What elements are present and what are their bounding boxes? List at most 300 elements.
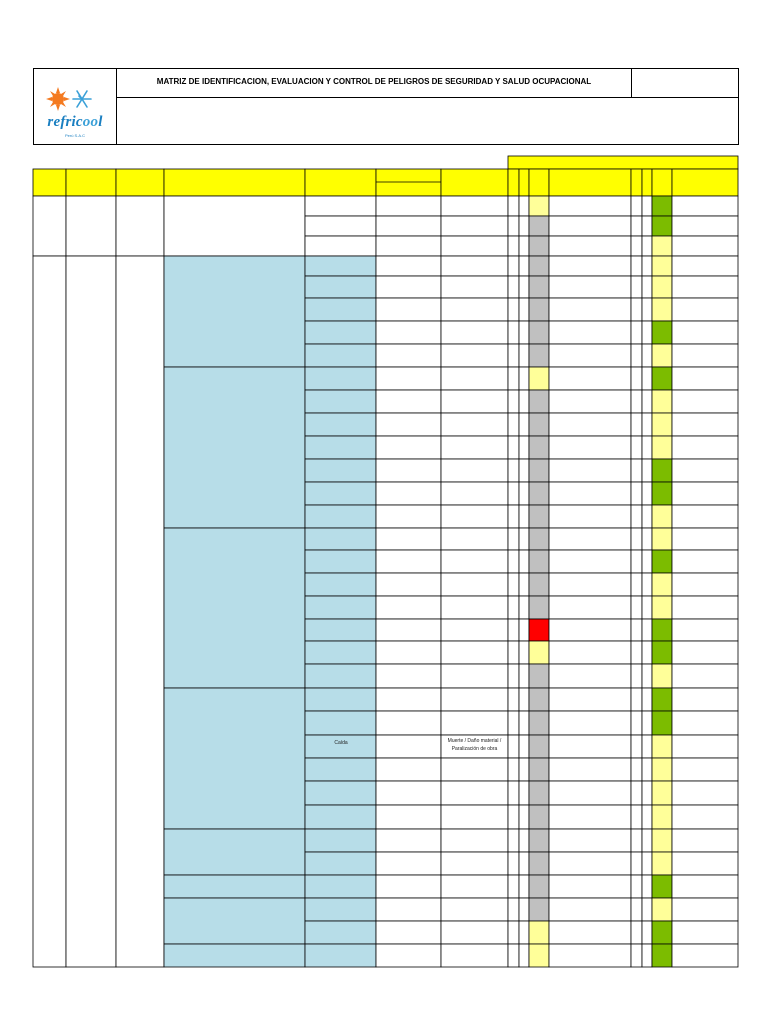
- residual-level-cell: [652, 852, 672, 875]
- hazard-cell: [305, 805, 376, 829]
- residual-level-cell: [652, 276, 672, 298]
- index-cell: [508, 875, 519, 898]
- responsible-cell: [672, 459, 738, 482]
- residual-index-cell: [631, 321, 642, 344]
- index-cell: [519, 921, 529, 944]
- risk-cell: [376, 550, 441, 573]
- consequence-cell: [441, 321, 508, 344]
- residual-index-cell: [631, 619, 642, 641]
- index-cell: [519, 688, 529, 711]
- residual-index-cell: [642, 459, 652, 482]
- control-cell: [549, 367, 631, 390]
- residual-index-cell: [631, 550, 642, 573]
- hazard-cell: [305, 196, 376, 216]
- hazard-cell: [305, 482, 376, 505]
- hazard-cell: [305, 436, 376, 459]
- residual-level-cell: [652, 758, 672, 781]
- residual-level-cell: [652, 298, 672, 321]
- index-cell: [519, 413, 529, 436]
- hazard-cell: [305, 944, 376, 967]
- consequence-cell: [441, 875, 508, 898]
- consequence-cell: [441, 852, 508, 875]
- risk-cell: [376, 482, 441, 505]
- residual-index-cell: [642, 196, 652, 216]
- control-cell: [549, 829, 631, 852]
- responsible-cell: [672, 944, 738, 967]
- residual-index-cell: [642, 944, 652, 967]
- residual-index-cell: [631, 482, 642, 505]
- process-cell: [33, 196, 66, 256]
- residual-index-cell: [642, 436, 652, 459]
- residual-index-cell: [631, 216, 642, 236]
- responsible-cell: [672, 735, 738, 758]
- residual-index-cell: [642, 505, 652, 528]
- index-cell: [519, 875, 529, 898]
- risk-cell: [376, 852, 441, 875]
- control-cell: [549, 528, 631, 550]
- risk-cell: [376, 413, 441, 436]
- index-cell: [508, 664, 519, 688]
- hazard-cell: [305, 875, 376, 898]
- activity-cell: [66, 196, 116, 256]
- risk-level-cell: [529, 321, 549, 344]
- index-cell: [519, 436, 529, 459]
- responsible-cell: [672, 390, 738, 413]
- responsible-cell: [672, 573, 738, 596]
- responsible-cell: [672, 619, 738, 641]
- risk-level-cell: [529, 276, 549, 298]
- header-cell: [441, 169, 508, 196]
- index-cell: [508, 805, 519, 829]
- activity-block: [164, 898, 305, 944]
- risk-cell: [376, 196, 441, 216]
- header-cell: [66, 169, 116, 196]
- consequence-cell: [441, 505, 508, 528]
- index-cell: [519, 321, 529, 344]
- residual-index-cell: [631, 641, 642, 664]
- residual-level-cell: [652, 550, 672, 573]
- residual-index-cell: [631, 367, 642, 390]
- consequence-cell: [441, 711, 508, 735]
- risk-cell: [376, 688, 441, 711]
- consequence-cell: [441, 528, 508, 550]
- responsible-cell: [672, 236, 738, 256]
- residual-index-cell: [631, 236, 642, 256]
- consequence-cell: [441, 921, 508, 944]
- hazard-cell: [305, 852, 376, 875]
- responsible-cell: [672, 596, 738, 619]
- index-cell: [519, 573, 529, 596]
- index-cell: [519, 459, 529, 482]
- consequence-cell: [441, 688, 508, 711]
- risk-level-cell: [529, 236, 549, 256]
- hazard-cell: [305, 256, 376, 276]
- residual-index-cell: [631, 875, 642, 898]
- residual-index-cell: [631, 781, 642, 805]
- hazard-cell: [305, 528, 376, 550]
- control-cell: [549, 596, 631, 619]
- risk-cell: [376, 528, 441, 550]
- residual-index-cell: [642, 276, 652, 298]
- index-cell: [508, 367, 519, 390]
- responsible-cell: [672, 550, 738, 573]
- control-cell: [549, 216, 631, 236]
- risk-cell: [376, 298, 441, 321]
- consequence-cell: [441, 482, 508, 505]
- control-cell: [549, 505, 631, 528]
- risk-cell: [376, 276, 441, 298]
- hazard-cell: [305, 829, 376, 852]
- index-cell: [519, 781, 529, 805]
- residual-index-cell: [642, 829, 652, 852]
- risk-cell: [376, 619, 441, 641]
- control-cell: [549, 459, 631, 482]
- consequence-cell: [441, 944, 508, 967]
- control-cell: [549, 805, 631, 829]
- residual-level-cell: [652, 367, 672, 390]
- control-cell: [549, 256, 631, 276]
- risk-level-cell: [529, 528, 549, 550]
- responsible-cell: [672, 875, 738, 898]
- residual-index-cell: [631, 436, 642, 459]
- consequence-cell: [441, 664, 508, 688]
- consequence-cell: [441, 805, 508, 829]
- index-cell: [508, 236, 519, 256]
- residual-index-cell: [631, 344, 642, 367]
- residual-level-cell: [652, 688, 672, 711]
- index-cell: [519, 390, 529, 413]
- index-cell: [508, 344, 519, 367]
- residual-index-cell: [631, 276, 642, 298]
- risk-cell: [376, 367, 441, 390]
- residual-index-cell: [631, 196, 642, 216]
- responsible-cell: [672, 344, 738, 367]
- residual-index-cell: [642, 367, 652, 390]
- hazard-cell: [305, 641, 376, 664]
- hazard-cell: [305, 781, 376, 805]
- consequence-cell: [441, 413, 508, 436]
- control-cell: [549, 276, 631, 298]
- index-cell: [508, 688, 519, 711]
- residual-level-cell: [652, 528, 672, 550]
- control-cell: [549, 482, 631, 505]
- index-cell: [519, 898, 529, 921]
- risk-cell: [376, 944, 441, 967]
- residual-index-cell: [631, 852, 642, 875]
- risk-level-cell: [529, 413, 549, 436]
- residual-index-cell: [642, 236, 652, 256]
- risk-cell: [376, 781, 441, 805]
- residual-level-cell: [652, 641, 672, 664]
- process-cell: [33, 256, 66, 967]
- consequence-line-2: Paralización de obra: [451, 746, 498, 752]
- index-cell: [508, 829, 519, 852]
- risk-level-cell: [529, 550, 549, 573]
- residual-index-cell: [631, 505, 642, 528]
- residual-index-cell: [642, 875, 652, 898]
- header-cell: [631, 169, 642, 196]
- risk-cell: [376, 805, 441, 829]
- risk-level-cell: [529, 688, 549, 711]
- activity-block: [164, 688, 305, 829]
- residual-index-cell: [642, 735, 652, 758]
- task-desc-cell: [164, 196, 305, 256]
- risk-level-cell: [529, 436, 549, 459]
- activity-cell: [66, 256, 116, 967]
- index-cell: [508, 528, 519, 550]
- index-cell: [519, 550, 529, 573]
- task-cell: [116, 256, 164, 967]
- residual-index-cell: [642, 528, 652, 550]
- index-cell: [519, 735, 529, 758]
- risk-level-cell: [529, 875, 549, 898]
- index-cell: [508, 413, 519, 436]
- risk-level-cell: [529, 921, 549, 944]
- responsible-cell: [672, 528, 738, 550]
- activity-block: [164, 256, 305, 367]
- residual-index-cell: [631, 390, 642, 413]
- control-cell: [549, 852, 631, 875]
- responsible-cell: [672, 758, 738, 781]
- hazard-cell: [305, 688, 376, 711]
- index-cell: [508, 256, 519, 276]
- consequence-cell: [441, 898, 508, 921]
- residual-level-cell: [652, 829, 672, 852]
- header-group-band: [508, 156, 738, 169]
- hazard-cell: [305, 550, 376, 573]
- residual-index-cell: [631, 944, 642, 967]
- residual-index-cell: [631, 805, 642, 829]
- residual-level-cell: [652, 505, 672, 528]
- control-cell: [549, 664, 631, 688]
- index-cell: [508, 735, 519, 758]
- risk-cell: [376, 898, 441, 921]
- residual-index-cell: [631, 528, 642, 550]
- control-cell: [549, 550, 631, 573]
- index-cell: [519, 256, 529, 276]
- responsible-cell: [672, 688, 738, 711]
- index-cell: [508, 216, 519, 236]
- index-cell: [519, 528, 529, 550]
- index-cell: [519, 596, 529, 619]
- risk-cell: [376, 505, 441, 528]
- hazard-cell: [305, 505, 376, 528]
- hazard-cell: [305, 344, 376, 367]
- residual-index-cell: [631, 256, 642, 276]
- index-cell: [508, 781, 519, 805]
- risk-cell: [376, 573, 441, 596]
- residual-index-cell: [631, 921, 642, 944]
- consequence-cell: [441, 436, 508, 459]
- risk-level-cell: [529, 459, 549, 482]
- header-cell: [508, 169, 519, 196]
- index-cell: [508, 482, 519, 505]
- risk-level-cell: [529, 852, 549, 875]
- residual-index-cell: [642, 619, 652, 641]
- residual-level-cell: [652, 390, 672, 413]
- consequence-line-1: Muerte / Daño material /: [447, 738, 502, 744]
- control-cell: [549, 735, 631, 758]
- residual-level-cell: [652, 805, 672, 829]
- residual-level-cell: [652, 236, 672, 256]
- risk-level-cell: [529, 781, 549, 805]
- logo-subtitle: Perú S.A.C: [64, 133, 85, 138]
- responsible-cell: [672, 852, 738, 875]
- hazard-cell: [305, 921, 376, 944]
- risk-level-cell: [529, 758, 549, 781]
- risk-level-cell: [529, 344, 549, 367]
- residual-index-cell: [642, 550, 652, 573]
- consequence-cell: [441, 596, 508, 619]
- consequence-cell: [441, 758, 508, 781]
- residual-index-cell: [642, 216, 652, 236]
- risk-cell: [376, 829, 441, 852]
- responsible-cell: [672, 711, 738, 735]
- residual-index-cell: [631, 898, 642, 921]
- consequence-cell: [441, 390, 508, 413]
- index-cell: [508, 321, 519, 344]
- residual-level-cell: [652, 256, 672, 276]
- control-cell: [549, 944, 631, 967]
- responsible-cell: [672, 781, 738, 805]
- logo-wordmark: refricool: [47, 114, 103, 130]
- consequence-cell: [441, 829, 508, 852]
- hazard-cell: [305, 619, 376, 641]
- index-cell: [519, 758, 529, 781]
- control-cell: [549, 781, 631, 805]
- residual-level-cell: [652, 664, 672, 688]
- residual-index-cell: [642, 664, 652, 688]
- index-cell: [519, 641, 529, 664]
- risk-cell: [376, 321, 441, 344]
- risk-cell: [376, 641, 441, 664]
- control-cell: [549, 298, 631, 321]
- header-cell: [164, 169, 305, 196]
- hazard-cell: [305, 413, 376, 436]
- header-cell: [672, 169, 738, 196]
- index-cell: [519, 344, 529, 367]
- index-cell: [508, 276, 519, 298]
- residual-level-cell: [652, 711, 672, 735]
- index-cell: [508, 505, 519, 528]
- control-cell: [549, 641, 631, 664]
- index-cell: [519, 829, 529, 852]
- control-cell: [549, 688, 631, 711]
- index-cell: [519, 944, 529, 967]
- hazard-cell: [305, 321, 376, 344]
- residual-level-cell: [652, 781, 672, 805]
- index-cell: [508, 573, 519, 596]
- residual-index-cell: [642, 688, 652, 711]
- index-cell: [508, 944, 519, 967]
- responsible-cell: [672, 276, 738, 298]
- residual-level-cell: [652, 482, 672, 505]
- control-cell: [549, 573, 631, 596]
- residual-index-cell: [642, 344, 652, 367]
- hazard-cell: [305, 367, 376, 390]
- header-cell: [652, 169, 672, 196]
- residual-index-cell: [631, 573, 642, 596]
- residual-index-cell: [642, 413, 652, 436]
- residual-level-cell: [652, 459, 672, 482]
- residual-index-cell: [642, 573, 652, 596]
- index-cell: [508, 459, 519, 482]
- activity-block: [164, 528, 305, 688]
- residual-index-cell: [642, 898, 652, 921]
- task-cell: [116, 196, 164, 256]
- residual-index-cell: [631, 298, 642, 321]
- risk-cell: [376, 596, 441, 619]
- index-cell: [519, 298, 529, 321]
- risk-cell: [376, 875, 441, 898]
- index-cell: [519, 482, 529, 505]
- residual-index-cell: [642, 921, 652, 944]
- residual-index-cell: [631, 413, 642, 436]
- index-cell: [508, 641, 519, 664]
- responsible-cell: [672, 664, 738, 688]
- residual-level-cell: [652, 921, 672, 944]
- risk-cell: [376, 459, 441, 482]
- responsible-cell: [672, 482, 738, 505]
- responsible-cell: [672, 829, 738, 852]
- index-cell: [508, 298, 519, 321]
- risk-level-cell: [529, 196, 549, 216]
- residual-level-cell: [652, 898, 672, 921]
- control-cell: [549, 196, 631, 216]
- risk-level-cell: [529, 367, 549, 390]
- consequence-cell: [441, 298, 508, 321]
- hazard-cell: [305, 596, 376, 619]
- index-cell: [519, 196, 529, 216]
- activity-block: [164, 944, 305, 967]
- responsible-cell: [672, 298, 738, 321]
- consequence-cell: [441, 781, 508, 805]
- control-cell: [549, 875, 631, 898]
- control-cell: [549, 711, 631, 735]
- risk-level-cell: [529, 711, 549, 735]
- consequence-cell: [441, 344, 508, 367]
- index-cell: [508, 711, 519, 735]
- index-cell: [508, 196, 519, 216]
- responsible-cell: [672, 321, 738, 344]
- responsible-cell: [672, 898, 738, 921]
- risk-level-cell: [529, 805, 549, 829]
- residual-index-cell: [642, 482, 652, 505]
- risk-level-cell: [529, 390, 549, 413]
- risk-level-cell: [529, 641, 549, 664]
- control-cell: [549, 921, 631, 944]
- risk-level-cell: [529, 216, 549, 236]
- residual-index-cell: [631, 664, 642, 688]
- hazard-cell-caida: Caída: [334, 740, 348, 746]
- risk-level-cell: [529, 482, 549, 505]
- residual-level-cell: [652, 944, 672, 967]
- hazard-cell: [305, 216, 376, 236]
- header-cell: [642, 169, 652, 196]
- hazard-cell: [305, 236, 376, 256]
- risk-level-cell: [529, 829, 549, 852]
- residual-index-cell: [642, 298, 652, 321]
- index-cell: [508, 619, 519, 641]
- hazard-cell: [305, 898, 376, 921]
- index-cell: [519, 276, 529, 298]
- index-cell: [508, 852, 519, 875]
- risk-cell: [376, 711, 441, 735]
- control-cell: [549, 236, 631, 256]
- consequence-cell: [441, 619, 508, 641]
- index-cell: [519, 852, 529, 875]
- risk-level-cell: [529, 573, 549, 596]
